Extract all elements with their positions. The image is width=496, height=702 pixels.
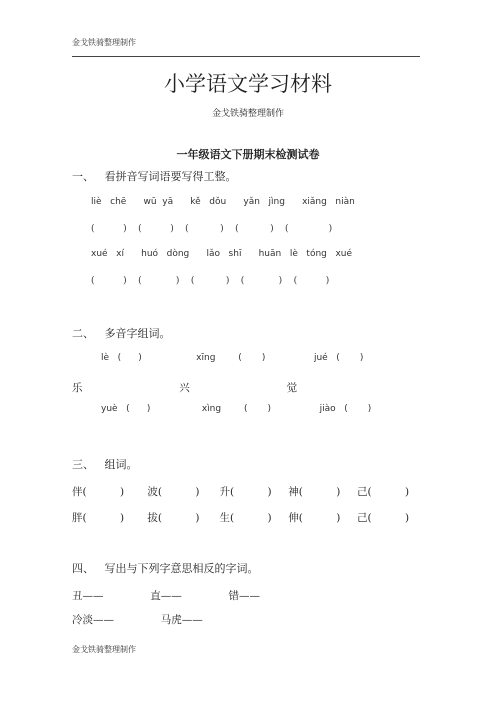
- section4-row1: 丑—— 直—— 错——: [72, 590, 260, 602]
- section1-blanks-row1: ( ) ( ) ( ) ( ) ( ): [91, 224, 333, 234]
- section3-row1: 伴( ) 波( ) 升( ) 神( ) 己( ): [72, 486, 410, 498]
- section3-row2: 胖( ) 拔( ) 生( ) 伸( ) 己( ): [72, 512, 410, 524]
- header-rule: [72, 56, 420, 57]
- section1-blanks-row2: ( ) ( ) ( ) ( ) ( ): [91, 276, 330, 286]
- section1-heading: 一、 看拼音写词语要写得工整。: [72, 170, 237, 183]
- section3-heading: 三、 组词。: [72, 458, 138, 471]
- section2-row1: lè ( ) xīng ( ) jué ( ): [101, 353, 364, 363]
- page-header: 金戈铁骑整理制作: [72, 38, 136, 47]
- section2-chars: 乐 兴 觉: [72, 382, 298, 394]
- doc-subtitle: 金戈铁骑整理制作: [211, 109, 284, 119]
- exam-title: 一年级语文下册期末检测试卷: [176, 148, 320, 161]
- section4-heading: 四、 写出与下列字意思相反的字词。: [72, 562, 259, 575]
- doc-title: 小学语文学习材料: [164, 72, 332, 96]
- section2-row2: yuè ( ) xìng ( ) jiào ( ): [101, 404, 372, 414]
- section2-heading: 二、 多音字组词。: [72, 327, 171, 340]
- section4-row2: 冷淡—— 马虎——: [72, 614, 203, 626]
- page-footer: 金戈铁骑整理制作: [72, 645, 136, 654]
- section1-pinyin-row2: xué xí huó dòng lǎo shī huān lè tóng xué: [91, 249, 353, 259]
- section1-pinyin-row1: liè chē wū yā kě dǒu yǎn jìng xiǎng niàn: [91, 197, 355, 207]
